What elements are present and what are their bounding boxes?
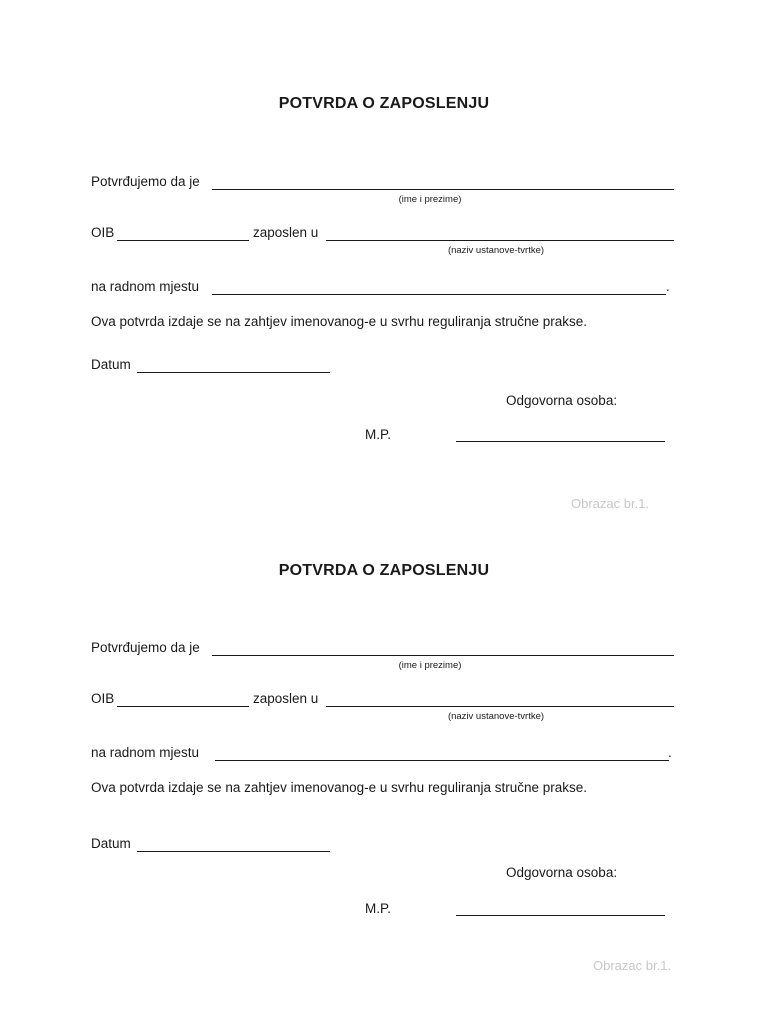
form-number: Obrazac br.1. [593,958,672,973]
position-field[interactable] [212,294,666,295]
institution-hint: (naziv ustanove-tvrtke) [447,711,545,722]
position-end-dot: . [668,745,672,760]
confirm-label: Potvrđujemo da je [91,640,200,655]
stamp-label: M.P. [365,901,392,916]
date-field[interactable] [137,851,330,852]
form-title: POTVRDA O ZAPOSLENJU [278,562,490,579]
position-end-dot: . [666,279,670,294]
signature-field[interactable] [456,915,665,916]
name-field[interactable] [212,655,674,656]
date-label: Datum [91,836,131,851]
stamp-label: M.P. [365,427,392,442]
name-hint: (ime i prezime) [398,660,462,671]
institution-hint: (naziv ustanove-tvrtke) [447,245,545,256]
form-number: Obrazac br.1. [571,496,650,511]
confirm-label: Potvrđujemo da je [91,174,200,189]
position-label: na radnom mjestu [91,279,200,294]
oib-field[interactable] [117,706,249,707]
form-title: POTVRDA O ZAPOSLENJU [278,95,490,112]
institution-field[interactable] [326,240,674,241]
employed-label: zaposlen u [253,691,319,706]
employed-label: zaposlen u [253,225,319,240]
name-hint: (ime i prezime) [398,194,462,205]
date-label: Datum [91,357,131,372]
oib-field[interactable] [117,240,249,241]
statement-text: Ova potvrda izdaje se na zahtjev imenovanog-e u svrhu reguliranja stručne prakse. [91,780,588,795]
responsible-person-label: Odgovorna osoba: [506,865,618,880]
position-field[interactable] [215,760,669,761]
name-field[interactable] [212,189,674,190]
institution-field[interactable] [326,706,674,707]
employment-certificate-form-2 [0,466,768,1024]
statement-text: Ova potvrda izdaje se na zahtjev imenovanog-e u svrhu reguliranja stručne prakse. [91,314,588,329]
oib-label: OIB [91,691,115,706]
responsible-person-label: Odgovorna osoba: [506,393,618,408]
oib-label: OIB [91,225,115,240]
position-label: na radnom mjestu [91,745,200,760]
date-field[interactable] [137,372,330,373]
signature-field[interactable] [456,441,665,442]
